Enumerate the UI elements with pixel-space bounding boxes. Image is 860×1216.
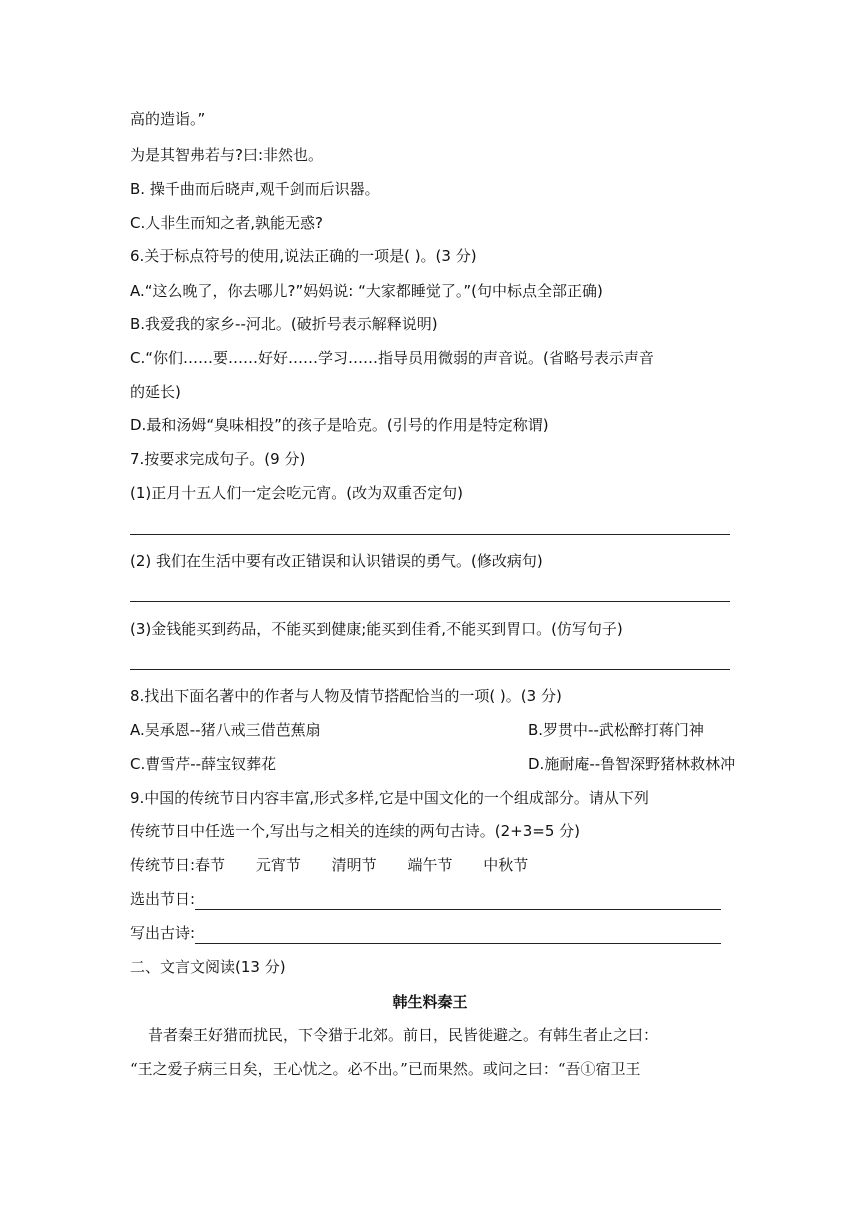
q6-option-d: D.最和汤姆“臭味相投”的孩子是哈克。(引号的作用是特定称谓) — [130, 416, 549, 434]
question-9: 9.中国的传统节日内容丰富,形式多样,它是中国文化的一个组成部分。请从下列 — [130, 789, 649, 807]
q6-option-a: A.“这么晚了，你去哪儿?”妈妈说: “大家都睡觉了。”(句中标点全部正确) — [130, 282, 603, 300]
q8-option-b: B.罗贯中--武松醉打蒋门神 — [528, 721, 704, 739]
poem-answer-line[interactable] — [195, 925, 721, 944]
question-9-cont: 传统节日中任选一个,写出与之相关的连续的两句古诗。(2+3=5 分) — [130, 822, 581, 840]
festival-list — [130, 854, 730, 876]
q8-option-c: C.曹雪芹--薛宝钗葬花 — [130, 755, 277, 773]
question-6: 6.关于标点符号的使用,说法正确的一项是( )。(3 分) — [130, 247, 477, 265]
passage-line: “王之爱子病三日矣，王心忧之。必不出。”已而果然。或问之曰：“吾①宿卫王 — [130, 1060, 641, 1078]
q8-option-d: D.施耐庵--鲁智深野猪林救林冲 — [528, 755, 736, 773]
question-7: 7.按要求完成句子。(9 分) — [130, 450, 306, 468]
q7-item-3: (3)金钱能买到药品，不能买到健康;能买到佳肴,不能买到胃口。(仿写句子) — [130, 620, 623, 638]
festival-answer-line[interactable] — [195, 891, 721, 910]
q7-item-2: (2) 我们在生活中要有改正错误和认识错误的勇气。(修改病句) — [130, 552, 543, 570]
festival-item: 端午节 — [407, 856, 453, 874]
q8-row-2 — [130, 753, 736, 775]
text-line: 为是其智弗若与?曰:非然也。 — [130, 146, 324, 164]
option-c: C.人非生而知之者,孰能无惑? — [130, 214, 323, 232]
festival-item: 元宵节 — [255, 856, 301, 874]
q8-row-1 — [130, 719, 730, 741]
passage-line: 昔者秦王好猎而扰民，下令猎于北郊。前日，民皆徙避之。有韩生者止之曰： — [148, 1026, 659, 1044]
festival-label: 传统节日:春节 — [130, 856, 226, 874]
q7-item-1: (1)正月十五人们一定会吃元宵。(改为双重否定句) — [130, 484, 463, 502]
answer-line[interactable] — [130, 669, 730, 670]
answer-line[interactable] — [130, 534, 730, 535]
text-line: 高的造诣。” — [130, 110, 206, 128]
q6-option-c: C.“你们……要……好好……学习……指导员用微弱的声音说。(省略号表示声音 — [130, 349, 654, 367]
choose-festival-label: 选出节日: — [130, 890, 196, 908]
section-heading: 二、文言文阅读(13 分) — [130, 958, 286, 976]
write-poem-label: 写出古诗: — [130, 924, 196, 942]
q8-option-a: A.吴承恩--猪八戒三借芭蕉扇 — [130, 721, 321, 739]
answer-line[interactable] — [130, 601, 730, 602]
festival-item: 清明节 — [331, 856, 377, 874]
choose-festival-row — [130, 888, 730, 910]
passage-title: 韩生料秦王 — [392, 993, 468, 1011]
q6-option-c-cont: 的延长) — [130, 383, 181, 401]
question-8: 8.找出下面名著中的作者与人物及情节搭配恰当的一项( )。(3 分) — [130, 687, 562, 705]
option-b: B. 操千曲而后晓声,观千剑而后识器。 — [130, 180, 380, 198]
write-poem-row — [130, 922, 730, 944]
q6-option-b: B.我爱我的家乡--河北。(破折号表示解释说明) — [130, 315, 438, 333]
festival-item: 中秋节 — [483, 856, 529, 874]
